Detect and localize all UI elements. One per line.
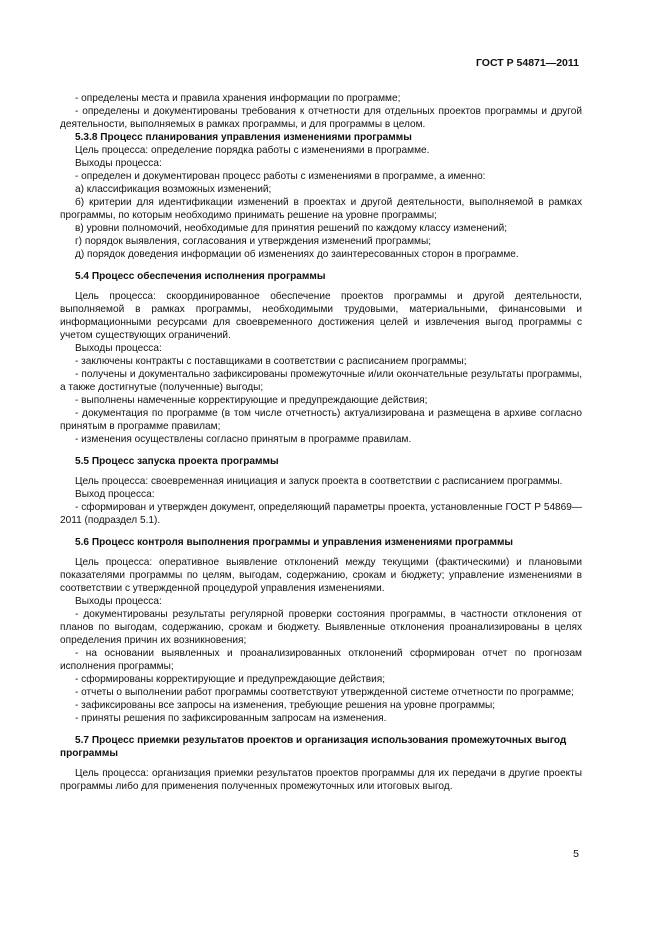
paragraph: - выполнены намеченные корректирующие и предупреждающие действия; (75, 395, 428, 406)
paragraph: Выходы процесса: (75, 158, 162, 169)
paragraph: - определены места и правила хранения информации по программе; (75, 93, 401, 104)
paragraph: Цель процесса: скоординированное обеспечение проектов программы и другой деятельности, выполняемой в рамках программы, необходимыми трудовыми, материальными, финансовыми и информационными ресурсами для своевременного достижения целей и извлечения выгод программы с учетом существующих ограничений. (60, 291, 582, 341)
subsection-heading: 5.3.8 Процесс планирования управления изменениями программы (75, 132, 412, 143)
paragraph: - получены и документально зафиксированы промежуточные и/или окончательные результаты программы, а также достигнутые (полученные) выгоды; (60, 369, 582, 393)
paragraph: Цель процесса: оперативное выявление отклонений между текущими (фактическими) и плановыми показателями программы по целям, выгодам, содержанию, срокам и бюджету; управление изменениями в соответствии с утвержденной процедурой управления изменениями. (60, 557, 582, 594)
section-heading: 5.5 Процесс запуска проекта программы (75, 456, 279, 467)
paragraph: Цель процесса: своевременная инициация и запуск проекта в соответствии с расписанием программы. (75, 476, 563, 487)
paragraph: - заключены контракты с поставщиками в соответствии с расписанием программы; (75, 356, 467, 367)
paragraph: - сформирован и утвержден документ, определяющий параметры проекта, установленные ГОСТ Р 54869—2011 (подраздел 5.1). (60, 502, 582, 526)
paragraph: - изменения осуществлены согласно принятым в программе правилам. (75, 434, 412, 445)
paragraph: - на основании выявленных и проанализированных отклонений сформирован отчет по прогнозам исполнения программы; (60, 648, 582, 672)
paragraph: - сформированы корректирующие и предупреждающие действия; (75, 674, 385, 685)
paragraph: в) уровни полномочий, необходимые для принятия решений по каждому классу изменений; (75, 223, 508, 234)
paragraph: б) критерии для идентификации изменений в проектах и другой деятельности, выполняемой в рамках программы, по которым необходимо принимать решение на уровне программы; (60, 197, 582, 221)
section-heading: 5.6 Процесс контроля выполнения программы и управления изменениями программы (75, 537, 514, 548)
paragraph: г) порядок выявления, согласования и утверждения изменений программы; (75, 236, 432, 247)
paragraph: - приняты решения по зафиксированным запросам на изменения. (75, 713, 387, 724)
paragraph: д) порядок доведения информации об изменениях до заинтересованных сторон в программе. (75, 249, 519, 260)
paragraph: - документация по программе (в том числе отчетность) актуализирована и размещена в архиве согласно принятым в программе правилам; (60, 408, 582, 432)
paragraph: Выходы процесса: (75, 596, 162, 607)
page-number: 5 (573, 848, 579, 860)
paragraph: Цель процесса: организация приемки результатов проектов программы для их передачи в другие проекты программы либо для применения полученных промежуточных или итоговых выгод. (60, 768, 582, 792)
paragraph: - документированы результаты регулярной проверки состояния программы, в частности отклонения от планов по выгодам, содержанию, срокам и бюджету. Выявленные отклонения проанализированы в целях определения причин их возникновения; (60, 609, 582, 646)
paragraph: а) классификация возможных изменений; (75, 184, 272, 195)
section-heading: 5.4 Процесс обеспечения исполнения программы (75, 271, 326, 282)
document-header-id: ГОСТ Р 54871—2011 (475, 57, 579, 69)
paragraph: - определен и документирован процесс работы с изменениями в программе, а именно: (75, 171, 486, 182)
paragraph: Выходы процесса: (75, 343, 162, 354)
paragraph: - определены и документированы требования к отчетности для отдельных проектов программы и другой деятельности, выполняемых в рамках программы, и для программы в целом. (60, 106, 582, 130)
paragraph: Цель процесса: определение порядка работы с изменениями в программе. (75, 145, 430, 156)
paragraph: - отчеты о выполнении работ программы соответствуют утвержденной системе отчетности по программе; (75, 687, 574, 698)
section-heading: 5.7 Процесс приемки результатов проектов и организация использования промежуточных выгод программы (60, 735, 567, 759)
paragraph: - зафиксированы все запросы на изменения, требующие решения на уровне программы; (75, 700, 496, 711)
paragraph: Выход процесса: (75, 489, 155, 500)
document-body (60, 92, 582, 793)
